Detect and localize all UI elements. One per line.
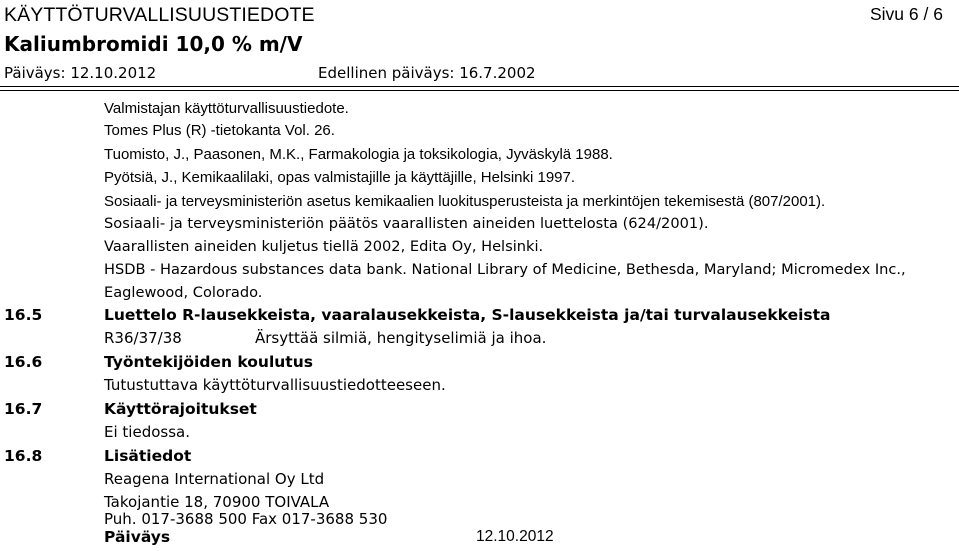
footer-date: 12.10.2012 bbox=[476, 528, 554, 545]
reference-item: Pyötsiä, J., Kemikaalilaki, opas valmistajille ja käyttäjille, Helsinki 1997. bbox=[104, 169, 576, 186]
section-title: Työntekijöiden koulutus bbox=[104, 353, 313, 371]
reference-item: Sosiaali- ja terveysministeriön päätös vaarallisten aineiden luettelosta (624/2001). bbox=[104, 215, 709, 232]
section-text: Tutustuttava käyttöturvallisuustiedotteeseen. bbox=[104, 376, 446, 394]
page-number: Sivu 6 / 6 bbox=[870, 4, 943, 24]
product-name: Kaliumbromidi 10,0 % m/V bbox=[4, 32, 303, 56]
section-number: 16.5 bbox=[4, 306, 43, 324]
section-title: Käyttörajoitukset bbox=[104, 400, 257, 418]
section-number: 16.8 bbox=[4, 447, 43, 465]
section-title: Lisätiedot bbox=[104, 447, 192, 465]
section-title: Luettelo R-lausekkeista, vaaralausekkeista, S-lausekkeista ja/tai turvalausekkeista bbox=[104, 306, 831, 324]
footer-date-label: Päiväys bbox=[104, 528, 171, 546]
company-address: Takojantie 18, 70900 TOIVALA bbox=[104, 493, 330, 511]
reference-item: Valmistajan käyttöturvallisuustiedote. bbox=[104, 100, 349, 117]
document-title: KÄYTTÖTURVALLISUUSTIEDOTE bbox=[4, 4, 315, 26]
reference-item: Vaarallisten aineiden kuljetus tiellä 2002, Edita Oy, Helsinki. bbox=[104, 238, 544, 255]
reference-item: Eaglewood, Colorado. bbox=[104, 284, 263, 301]
reference-item: Sosiaali- ja terveysministeriön asetus kemikaalien luokitusperusteista ja merkintöjen tekemisestä (807/2001). bbox=[104, 193, 826, 210]
header-rule-secondary bbox=[0, 90, 959, 91]
risk-phrase-text: Ärsyttää silmiä, hengityselimiä ja ihoa. bbox=[255, 329, 547, 347]
reference-item: HSDB - Hazardous substances data bank. National Library of Medicine, Bethesda, Maryland; Micromedex Inc., bbox=[104, 261, 906, 278]
reference-item: Tuomisto, J., Paasonen, M.K., Farmakologia ja toksikologia, Jyväskylä 1988. bbox=[104, 146, 613, 163]
previous-date: Edellinen päiväys: 16.7.2002 bbox=[318, 64, 536, 82]
section-number: 16.6 bbox=[4, 353, 43, 371]
issue-date: Päiväys: 12.10.2012 bbox=[4, 64, 157, 82]
company-name: Reagena International Oy Ltd bbox=[104, 470, 325, 488]
reference-item: Tomes Plus (R) -tietokanta Vol. 26. bbox=[104, 122, 335, 139]
company-phone: Puh. 017-3688 500 Fax 017-3688 530 bbox=[104, 510, 388, 528]
header-rule bbox=[0, 86, 959, 87]
section-number: 16.7 bbox=[4, 400, 43, 418]
section-text: Ei tiedossa. bbox=[104, 423, 190, 441]
risk-phrase-code: R36/37/38 bbox=[104, 329, 182, 347]
